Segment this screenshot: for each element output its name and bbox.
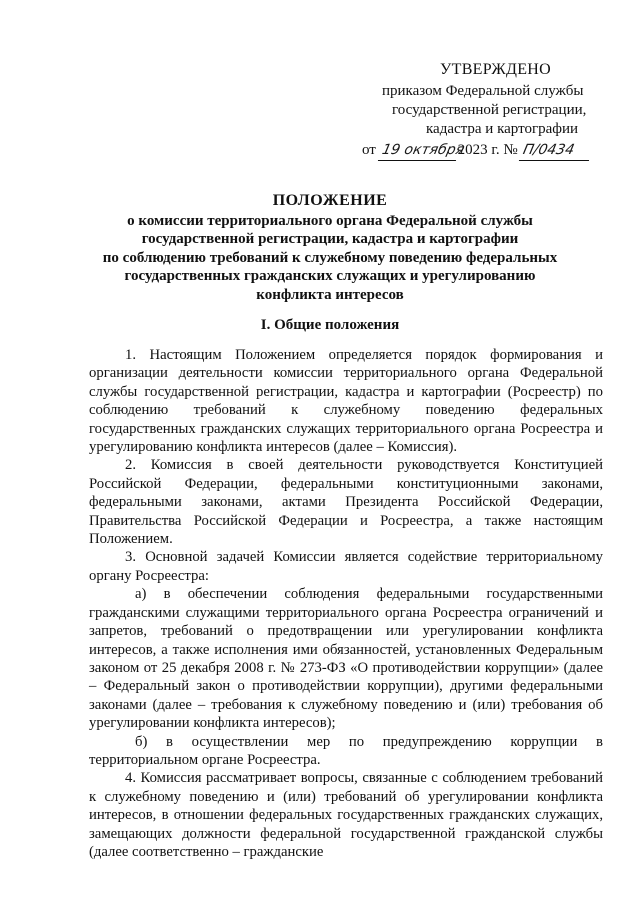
document-title bbox=[60, 192, 600, 304]
title-line-3: по соблюдению требований к служебному поведению федеральных bbox=[102, 249, 558, 266]
handwritten-date: 19 октября bbox=[377, 141, 459, 161]
approval-date-prefix: от bbox=[362, 142, 376, 158]
paragraph-4: 4. Комиссия рассматривает вопросы, связанные с соблюдением требований к служебному поведению и (или) требований об урегулировании конфликта интересов, в отношении федеральных государственных гражданских служащих, замещающих должности федеральной государственной гражданской службы (далее соответственно – гражданские bbox=[89, 770, 603, 860]
approval-date-line bbox=[362, 141, 591, 161]
paragraph-3: 3. Основной задачей Комиссии является содействие территориальному органу Росреестра: bbox=[89, 549, 603, 584]
paragraph-2: 2. Комиссия в своей деятельности руководствуется Конституцией Российской Федерации, федеральными конституционными законами, федеральными законами, актами Президента Российской Федерации, Правительства Российской Федерации и Росреестра, а также настоящим Положением. bbox=[89, 457, 603, 548]
title-main: ПОЛОЖЕНИЕ bbox=[272, 192, 388, 209]
approval-heading: УТВЕРЖДЕНО bbox=[440, 61, 552, 78]
paragraph-1: 1. Настоящим Положением определяется порядок формирования и организации деятельности комиссии территориального органа Федеральной службы государственной регистрации, кадастра и картографии (Росреестр) по соблюдению требований к служебному поведению федеральных государственных гражданских служащих территориального органа Росреестра и урегулированию конфликта интересов (далее – Комиссия). bbox=[89, 347, 603, 456]
title-line-4: государственных гражданских служащих и урегулированию bbox=[124, 268, 536, 284]
handwritten-order-number: П/0434 bbox=[519, 141, 593, 161]
approval-date-suffix: 2023 г. № bbox=[457, 142, 518, 158]
document-body bbox=[89, 346, 603, 861]
section-heading: I. Общие положения bbox=[260, 317, 400, 333]
paragraph-3a: а) в обеспечении соблюдения федеральными государственными гражданскими служащими территориального органа Росреестра ограничений и запретов, требований о предотвращении или урегулировании конфликта интересов, а также исполнения ими обязанностей, установленных Федеральным законом от 25 декабря 2008 г. № 273-ФЗ «О противодействии коррупции» (далее – Федеральный закон о противодействии коррупции), другими федеральными законами (далее – требования к служебному поведению и (или) требования об урегулировании конфликта интересов); bbox=[89, 586, 603, 732]
title-line-2: государственной регистрации, кадастра и картографии bbox=[141, 231, 519, 247]
title-line-1: о комиссии территориального органа Федеральной службы bbox=[127, 212, 533, 229]
approval-line-cadastre: кадастра и картографии bbox=[426, 121, 579, 137]
title-line-5: конфликта интересов bbox=[256, 286, 404, 303]
approval-line-order: приказом Федеральной службы bbox=[382, 83, 584, 99]
approval-line-registration: государственной регистрации, bbox=[392, 102, 587, 118]
paragraph-3b: б) в осуществлении мер по предупреждению коррупции в территориальном органе Росреестра. bbox=[89, 733, 603, 768]
